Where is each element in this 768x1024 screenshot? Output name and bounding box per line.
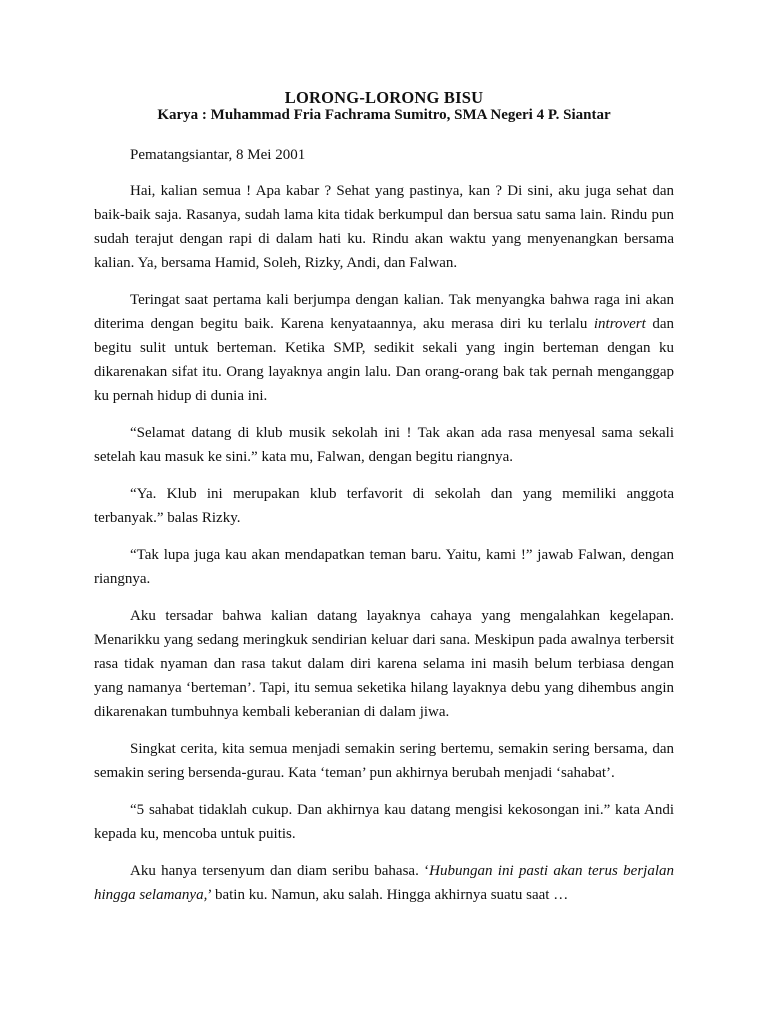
paragraph-text: Aku hanya tersenyum dan diam seribu bahasa. ‘	[130, 863, 430, 879]
paragraph-4	[94, 482, 674, 530]
paragraph-8	[94, 798, 674, 846]
document-body	[94, 143, 674, 920]
paragraph-9	[94, 859, 674, 907]
paragraph-6	[94, 604, 674, 724]
paragraph-5	[94, 543, 674, 591]
paragraph-text: “5 sahabat tidaklah cukup. Dan akhirnya kau datang mengisi kekosongan ini.” kata Andi kepada ku, mencoba untuk puitis.	[94, 802, 674, 842]
paragraph-text: Teringat saat pertama kali berjumpa dengan kalian. Tak menyangka bahwa raga ini akan diterima dengan begitu baik. Karena kenyataannya, aku merasa diri ku terlalu	[94, 292, 674, 332]
italic-term: introvert	[593, 316, 646, 332]
paragraph-text: Hai, kalian semua ! Apa kabar ? Sehat yang pastinya, kan ? Di sini, aku juga sehat dan baik-baik saja. Rasanya, sudah lama kita tidak berkumpul dan bersua satu sama lain. Rindu pun sudah terajut dengan rapi di dalam hati ku. Rindu akan waktu yang menyenangkan bersama kalian. Ya, bersama Hamid, Soleh, Rizky, Andi, dan Falwan.	[94, 183, 674, 271]
paragraph-1	[94, 179, 674, 275]
paragraph-text: “Tak lupa juga kau akan mendapatkan teman baru. Yaitu, kami !” jawab Falwan, dengan riangnya.	[94, 547, 674, 587]
paragraph-text: Singkat cerita, kita semua menjadi semakin sering bertemu, semakin sering bersama, dan semakin sering bersenda-gurau. Kata ‘teman’ pun akhirnya berubah menjadi ‘sahabat’.	[94, 741, 674, 781]
italic-thought: Hubungan ini pasti akan terus berjalan hingga selamanya,	[94, 863, 674, 903]
paragraph-text: “Selamat datang di klub musik sekolah ini ! Tak akan ada rasa menyesal sama sekali setelah kau masuk ke sini.” kata mu, Falwan, dengan begitu riangnya.	[94, 425, 674, 465]
paragraph-7	[94, 737, 674, 785]
paragraph-text: Aku tersadar bahwa kalian datang layaknya cahaya yang mengalahkan kegelapan. Menarikku yang sedang meringkuk sendirian keluar dari sana. Meskipun pada awalnya terbersit rasa tidak nyaman dan rasa takut dalam diri karena selama ini masih belum terbiasa dengan yang namanya ‘berteman’. Tapi, itu semua seketika hilang layaknya debu yang dihembus angin dikarenakan tumbuhnya kembali keberanian di dalam jiwa.	[94, 608, 674, 720]
paragraph-text: ’ batin ku. Namun, aku salah. Hingga akhirnya suatu saat …	[207, 887, 569, 903]
document-byline: Karya : Muhammad Fria Fachrama Sumitro, SMA Negeri 4 P. Siantar	[157, 107, 611, 123]
document-title: LORONG-LORONG BISU	[284, 88, 484, 107]
paragraph-2	[94, 288, 674, 408]
dateline: Pematangsiantar, 8 Mei 2001	[130, 147, 306, 163]
paragraph-text: dan begitu sulit untuk berteman. Ketika SMP, sedikit sekali yang ingin berteman dengan ku dikarenakan sifat itu. Orang layaknya angin lalu. Dan orang-orang bak tak pernah menganggap ku pernah hidup di dunia ini.	[94, 316, 674, 404]
paragraph-3	[94, 421, 674, 469]
paragraph-text: “Ya. Klub ini merupakan klub terfavorit di sekolah dan yang memiliki anggota terbanyak.” balas Rizky.	[94, 486, 674, 526]
